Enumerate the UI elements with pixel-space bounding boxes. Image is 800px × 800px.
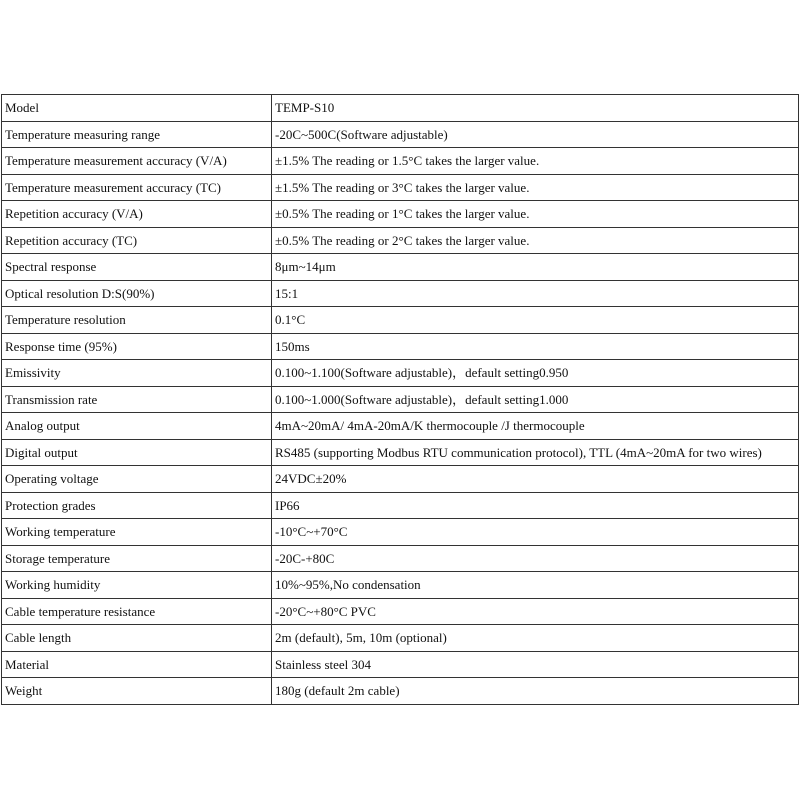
parameter-label: Optical resolution D:S(90%)	[2, 280, 272, 307]
parameter-label: Model	[2, 95, 272, 122]
specification-table	[1, 94, 799, 705]
parameter-value: RS485 (supporting Modbus RTU communication protocol), TTL (4mA~20mA for two wires)	[272, 439, 799, 466]
parameter-value: 10%~95%,No condensation	[272, 572, 799, 599]
table-row	[2, 227, 799, 254]
parameter-value: IP66	[272, 492, 799, 519]
parameter-label: Operating voltage	[2, 466, 272, 493]
parameter-value: ±1.5% The reading or 3°C takes the larger value.	[272, 174, 799, 201]
parameter-value: 15:1	[272, 280, 799, 307]
table-row	[2, 439, 799, 466]
parameter-label: Spectral response	[2, 254, 272, 281]
table-row	[2, 572, 799, 599]
table-row	[2, 280, 799, 307]
parameter-value: ±0.5% The reading or 1°C takes the larger value.	[272, 201, 799, 228]
parameter-value: -20C~500C(Software adjustable)	[272, 121, 799, 148]
parameter-label: Working temperature	[2, 519, 272, 546]
table-row	[2, 254, 799, 281]
parameter-label: Temperature measurement accuracy (TC)	[2, 174, 272, 201]
table-row	[2, 492, 799, 519]
parameter-value: -20C-+80C	[272, 545, 799, 572]
table-row	[2, 519, 799, 546]
parameter-value: ±0.5% The reading or 2°C takes the larger value.	[272, 227, 799, 254]
parameter-value: Stainless steel 304	[272, 651, 799, 678]
table-row	[2, 360, 799, 387]
parameter-value: 8μm~14μm	[272, 254, 799, 281]
parameter-label: Protection grades	[2, 492, 272, 519]
table-row	[2, 651, 799, 678]
parameter-value: -10°C~+70°C	[272, 519, 799, 546]
parameter-label: Temperature measuring range	[2, 121, 272, 148]
parameter-label: Material	[2, 651, 272, 678]
table-row	[2, 174, 799, 201]
parameter-value: 4mA~20mA/ 4mA-20mA/K thermocouple /J thermocouple	[272, 413, 799, 440]
table-row	[2, 148, 799, 175]
parameter-label: Digital output	[2, 439, 272, 466]
parameter-value: 0.100~1.000(Software adjustable)，default setting1.000	[272, 386, 799, 413]
parameter-value: ±1.5% The reading or 1.5°C takes the larger value.	[272, 148, 799, 175]
specification-table-body	[2, 95, 799, 705]
parameter-label: Repetition accuracy (V/A)	[2, 201, 272, 228]
parameter-label: Storage temperature	[2, 545, 272, 572]
parameter-value: 0.100~1.100(Software adjustable)，default setting0.950	[272, 360, 799, 387]
table-row	[2, 625, 799, 652]
parameter-value: 150ms	[272, 333, 799, 360]
parameter-label: Analog output	[2, 413, 272, 440]
parameter-value: 180g (default 2m cable)	[272, 678, 799, 705]
table-row	[2, 307, 799, 334]
table-row	[2, 201, 799, 228]
table-row	[2, 413, 799, 440]
parameter-value: 2m (default), 5m, 10m (optional)	[272, 625, 799, 652]
table-row	[2, 678, 799, 705]
table-row	[2, 545, 799, 572]
parameter-value: -20°C~+80°C PVC	[272, 598, 799, 625]
parameter-value: 0.1°C	[272, 307, 799, 334]
parameter-label: Repetition accuracy (TC)	[2, 227, 272, 254]
parameter-label: Temperature measurement accuracy (V/A)	[2, 148, 272, 175]
table-row	[2, 121, 799, 148]
parameter-label: Emissivity	[2, 360, 272, 387]
table-row	[2, 466, 799, 493]
parameter-label: Cable length	[2, 625, 272, 652]
parameter-value: 24VDC±20%	[272, 466, 799, 493]
table-row	[2, 386, 799, 413]
parameter-label: Cable temperature resistance	[2, 598, 272, 625]
parameter-label: Working humidity	[2, 572, 272, 599]
table-row	[2, 95, 799, 122]
table-row	[2, 333, 799, 360]
table-row	[2, 598, 799, 625]
parameter-label: Transmission rate	[2, 386, 272, 413]
parameter-label: Temperature resolution	[2, 307, 272, 334]
parameter-label: Weight	[2, 678, 272, 705]
parameter-value: TEMP-S10	[272, 95, 799, 122]
parameter-label: Response time (95%)	[2, 333, 272, 360]
